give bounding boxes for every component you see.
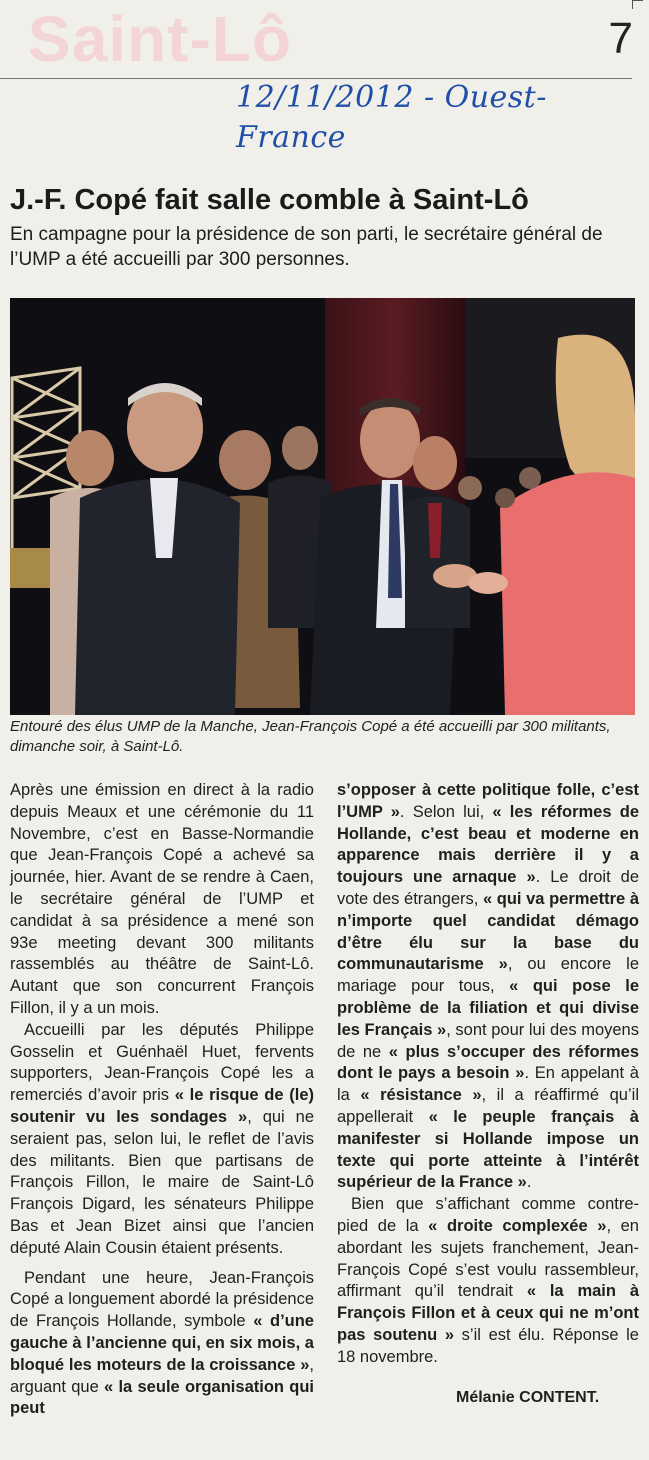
article-headline: J.-F. Copé fait salle comble à Saint-Lô: [10, 184, 529, 216]
quote-bold: « le peuple français à manifester si Hollande impose un texte qui porte atteinte à l’intérêt supérieur de la France »: [337, 1107, 639, 1192]
paragraph: [10, 780, 314, 1020]
paragraph: [337, 780, 639, 1194]
text-run: , qui ne seraient pas, selon lui, le reflet de l’avis des militants. Bien que partisans de François Fillon, le maire de Saint-Lô François Digard, les sénateurs Philippe Bas et Jean Bizet ainsi que l’ancien député Alain Cousin étaient présents.: [10, 1107, 314, 1257]
quote-bold: « droite complexée »: [428, 1216, 607, 1235]
text-run: Pendant une heure, Jean-François Copé a longuement abordé la présidence de François Hollande, symbole: [10, 1268, 314, 1331]
text-run: . Le droit de vote des étrangers,: [337, 868, 640, 908]
paragraph: [10, 1020, 314, 1260]
text-run: .: [526, 1173, 532, 1192]
quote-bold: s’opposer à cette politique folle, c’est l’UMP »: [337, 781, 639, 821]
quote-bold: « la seule organisation qui peut: [10, 1377, 314, 1418]
text-run: Accueilli par les députés Philippe Gosselin et Guénhaël Huet, fervents supporters, Jean-François Copé les a remerciés d’avoir pris: [10, 1020, 314, 1105]
article-column-left: [10, 780, 314, 1420]
photo-caption: Entouré des élus UMP de la Manche, Jean-François Copé a été accueilli par 300 militants, dimanche soir, à Saint-Lô.: [10, 718, 611, 755]
quote-bold: « d’une gauche à l’ancienne qui, en six mois, a bloqué les moteurs de la croissance »: [10, 1312, 314, 1374]
quote-bold: « qui pose le problème de la filiation et qui divise les Français »: [337, 977, 639, 1039]
text-run: . Selon lui,: [399, 802, 493, 821]
quote-bold: « les réformes de Hollande, c’est beau et moderne en apparence mais derrière il y a toujours une arnaque »: [337, 802, 639, 887]
article-subhead: En campagne pour la présidence de son parti, le secrétaire général de l’UMP a été accueilli par 300 personnes.: [10, 224, 603, 270]
article-byline: Mélanie CONTENT.: [456, 1389, 600, 1406]
quote-bold: « résistance »: [360, 1086, 482, 1105]
page-number: 7: [608, 14, 633, 63]
quote-bold: « plus s’occuper des réformes dont le pays a besoin »: [337, 1042, 640, 1083]
corner-mark: [632, 0, 643, 9]
article-photo: [10, 298, 635, 715]
text-run: , sont pour lui des moyens de ne: [337, 1020, 639, 1061]
text-run: , arguant que: [10, 1355, 314, 1396]
text-run: , ou encore le mariage pour tous,: [337, 955, 639, 996]
article-column-right: [337, 780, 639, 1369]
text-run: . En appelant à la: [337, 1064, 639, 1105]
photo-illustration: [10, 298, 635, 715]
quote-bold: « le risque de (le) soutenir vu les sondages »: [10, 1086, 315, 1126]
paragraph: [337, 1194, 639, 1368]
text-run: , il a réaffirmé qu’il appellerait: [337, 1086, 639, 1126]
text-run: Après une émission en direct à la radio depuis Meaux et une cérémonie du 11 Novembre, c’est en Basse-Normandie que Jean-François Copé a achevé sa journée, hier. Avant de se rendre à Caen, le secrétaire général de l’UMP et candidat à sa présidence a mené son 93e meeting devant 300 militants rassemblés au théâtre de Saint-Lô. Autant que son concurrent François Fillon, il y a un mois.: [10, 781, 314, 1017]
handwritten-date-source: 12/11/2012 - Ouest-France: [236, 80, 547, 155]
text-run: s’il est élu. Réponse le 18 novembre.: [337, 1325, 639, 1366]
paragraph: [10, 1268, 314, 1421]
text-run: Bien que s’affichant comme contre-pied de la: [337, 1195, 639, 1235]
text-run: , en abordant les sujets franchement, Jean-François Copé s’est voulu rassembleur, affirmant qu’il tendrait: [337, 1216, 639, 1301]
quote-bold: « la main à François Fillon et à ceux qui ne m’ont pas soutenu »: [337, 1282, 639, 1344]
section-heading-ghost: Saint-Lô: [28, 3, 292, 75]
quote-bold: « qui va permettre à n’importe quel candidat démago d’être élu sur la base du communautarisme »: [337, 889, 639, 974]
